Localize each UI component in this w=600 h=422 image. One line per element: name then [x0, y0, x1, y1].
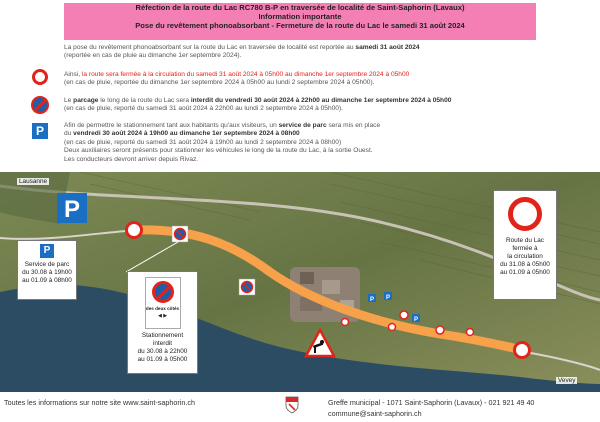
big-parking-letter: P: [63, 196, 81, 223]
park-callout-from: du 30.08 à 19h00: [22, 269, 72, 276]
callout-sign-arrows: ◀ ▶: [157, 313, 168, 319]
service-line1a: Afin de permettre le stationnement tant aux habitants qu'aux visiteurs, un: [64, 122, 279, 129]
closed-callout-from: du 31.08 à 05h00: [500, 261, 550, 268]
service-line2a: du: [64, 130, 74, 138]
map-no-parking-west-icon: [172, 226, 188, 242]
header-subtitle: Information importante: [258, 12, 342, 22]
callout-parking-letter: P: [43, 245, 51, 256]
footer-website-text: [4, 398, 195, 407]
ban-keyword: parcage: [73, 97, 99, 104]
service-keyword: service de parc: [278, 122, 327, 129]
service-line1c: sera mis en place: [326, 122, 381, 129]
service-dates: vendredi 30 août 2024 à 19h00 au dimanche 1er septembre 2024 à 08h00: [73, 130, 300, 138]
closed-callout-traffic: la circulation: [507, 253, 543, 260]
park-marker-letter: P: [413, 317, 419, 323]
park-service-callout: [17, 240, 77, 300]
callout-no-parking-icon: [152, 281, 174, 303]
ban-mid: le long de la route du Lac sera: [98, 97, 191, 104]
notice-header: [64, 3, 536, 40]
park-callout-title: Service de parc: [24, 261, 70, 268]
callout-parking-icon: [40, 244, 54, 258]
ban-callout-status: interdit: [152, 340, 173, 347]
callout-no-entry-icon: [508, 197, 542, 231]
closed-callout-road: Route du Lac: [505, 237, 545, 244]
closed-callout-status: fermée à: [512, 245, 538, 252]
park-marker-letter: P: [369, 297, 375, 303]
intro-text: La pose du revêtement phonoabsorbant sur la route du Lac en traversée de localité est reportée au: [64, 44, 356, 51]
park-marker-letter: P: [385, 295, 391, 301]
closure-text: la route sera fermée à la circulation du samedi 31 août 2024 à 05h00 au dimanche 1er septembre 2024 à 05h00: [81, 71, 410, 78]
footer-contact: [328, 397, 534, 419]
park-callout-to: au 01.09 à 08h00: [22, 277, 72, 284]
service-helpers-note: Deux auxiliaires seront présents pour stationner les véhicules le long de la route du Lac, à la sortie Ouest.: [64, 147, 373, 155]
coat-of-arms-icon: [285, 396, 299, 414]
parking-ban-paragraph: [64, 97, 584, 114]
aerial-map: [0, 172, 600, 392]
parking-icon: [32, 123, 48, 139]
map-no-parking-mid-icon: [239, 279, 255, 295]
ban-rain-note: (en cas de pluie, reporté du samedi 31 août 2024 à 22h00 au lundi 2 septembre 2024 à 05h00).: [64, 105, 343, 113]
closure-paragraph: [64, 71, 584, 88]
callout-sign-text: des deux côtés: [145, 306, 180, 311]
no-parking-icon: [31, 96, 49, 114]
no-entry-icon: [32, 69, 48, 85]
service-rain-note: (en cas de pluie, reporté du samedi 31 août 2024 à 19h00 au lundi 2 septembre 2024 à 08h00): [64, 138, 342, 146]
header-closure-title: Pose du revêtement phonoabsorbant - Fermeture de la route du Lac le samedi 31 août 2024: [135, 21, 465, 31]
footer-website: Toutes les informations sur notre site www.saint-saphorin.ch: [4, 398, 195, 407]
callout-no-parking-sign: [145, 277, 181, 329]
closure-west-icon: [127, 223, 142, 238]
parking-ban-callout: [127, 271, 198, 374]
footer-address: Greffe municipal - 1071 Saint-Saphorin (Lavaux) - 021 921 49 40: [328, 398, 535, 407]
road-closed-callout: [493, 190, 557, 300]
closed-callout-to: au 01.09 à 05h00: [500, 269, 550, 276]
ban-callout-title: Stationnement: [141, 332, 184, 339]
label-lausanne: Lausanne: [19, 178, 48, 185]
header-title: Réfection de la route du Lac RC780 B-P en traversée de localité de Saint-Saphorin (Lavaux): [135, 3, 465, 12]
parking-service-paragraph: [64, 122, 584, 164]
intro-date: samedi 31 août 2024: [355, 44, 420, 51]
ban-callout-to: au 01.09 à 05h00: [137, 356, 188, 363]
parking-letter: P: [35, 124, 44, 138]
footer-email[interactable]: commune@saint-saphorin.ch: [328, 409, 422, 418]
ban-dates: interdit du vendredi 30 août 2024 à 22h00 au dimanche 1er septembre 2024 à 05h00: [190, 97, 452, 104]
service-arrival-note: Les conducteurs devront arriver depuis Rivaz.: [64, 155, 199, 163]
closure-rain-note: (en cas de pluie, reportée du dimanche 1er septembre 2024 à 05h00 au lundi 2 septembre 2024 à 05h00).: [64, 79, 375, 87]
label-vevey: Vevey: [558, 377, 576, 384]
closure-prefix: Ainsi,: [64, 71, 82, 78]
intro-paragraph: [64, 44, 584, 61]
ban-callout-from: du 30.08 à 22h00: [137, 348, 188, 355]
ban-prefix: Le: [64, 97, 74, 104]
closure-east-icon: [515, 343, 530, 358]
intro-rain-note: (reportée en cas de pluie au dimanche 1er septembre 2024).: [64, 52, 242, 60]
